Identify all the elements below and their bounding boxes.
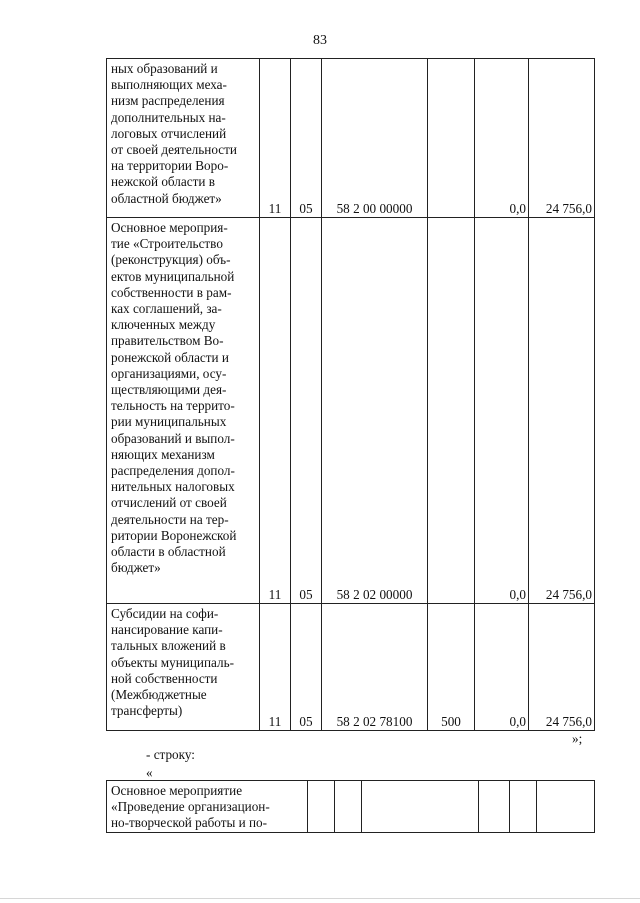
table-row bbox=[107, 781, 595, 833]
budget-table bbox=[106, 58, 595, 731]
vr-cell bbox=[479, 781, 510, 833]
sum2-cell: 24 756,0 bbox=[529, 59, 595, 218]
row-name-cell: Основное мероприя- тие «Строительство (реконструкция) объ- ектов муниципальной собственности в рам- ках соглашений, за- ключенных между правительством Во- ронежской области и организациями, осу- ществляющими дея- тельность на террито- рии муниципальных образований и выпол- няющих механизм распределения допол- нительных налоговых отчислений от своей деятельности на тер- ритории Воронежской области в областной бюджет» bbox=[107, 218, 260, 604]
pr-cell: 05 bbox=[291, 59, 322, 218]
table-row bbox=[107, 218, 595, 604]
row-name-cell: Основное мероприятие «Проведение организацион- но-творческой работы и по- bbox=[107, 781, 308, 833]
sum2-cell: 24 756,0 bbox=[529, 218, 595, 604]
rz-cell: 11 bbox=[260, 604, 291, 731]
closing-quote: »; bbox=[572, 731, 583, 746]
sum1-cell: 0,0 bbox=[475, 59, 529, 218]
inserted-row-table bbox=[106, 780, 595, 833]
pr-cell bbox=[335, 781, 362, 833]
sum1-cell bbox=[510, 781, 537, 833]
opening-quote: « bbox=[146, 765, 153, 780]
instruction-text: - строку: bbox=[146, 747, 195, 762]
csr-cell: 58 2 02 00000 bbox=[322, 218, 428, 604]
row-name-cell: Субсидии на софи- нансирование капи- тальных вложений в объекты муниципаль- ной собственности (Межбюджетные трансферты) bbox=[107, 604, 260, 731]
sum2-cell: 24 756,0 bbox=[529, 604, 595, 731]
rz-cell: 11 bbox=[260, 218, 291, 604]
vr-cell: 500 bbox=[428, 604, 475, 731]
page-number: 83 bbox=[313, 33, 327, 48]
vr-cell bbox=[428, 59, 475, 218]
vr-cell bbox=[428, 218, 475, 604]
rz-cell: 11 bbox=[260, 59, 291, 218]
sum2-cell bbox=[537, 781, 595, 833]
csr-cell bbox=[362, 781, 479, 833]
table-row bbox=[107, 604, 595, 731]
row-name-cell: ных образований и выполняющих меха- низм распределения дополнительных на- логовых отчислений от своей деятельности на территории Воро- нежской области в областной бюджет» bbox=[107, 59, 260, 218]
csr-cell: 58 2 02 78100 bbox=[322, 604, 428, 731]
sum1-cell: 0,0 bbox=[475, 218, 529, 604]
sum1-cell: 0,0 bbox=[475, 604, 529, 731]
rz-cell bbox=[308, 781, 335, 833]
table-row bbox=[107, 59, 595, 218]
pr-cell: 05 bbox=[291, 218, 322, 604]
pr-cell: 05 bbox=[291, 604, 322, 731]
scan-edge-line bbox=[0, 898, 640, 899]
csr-cell: 58 2 00 00000 bbox=[322, 59, 428, 218]
